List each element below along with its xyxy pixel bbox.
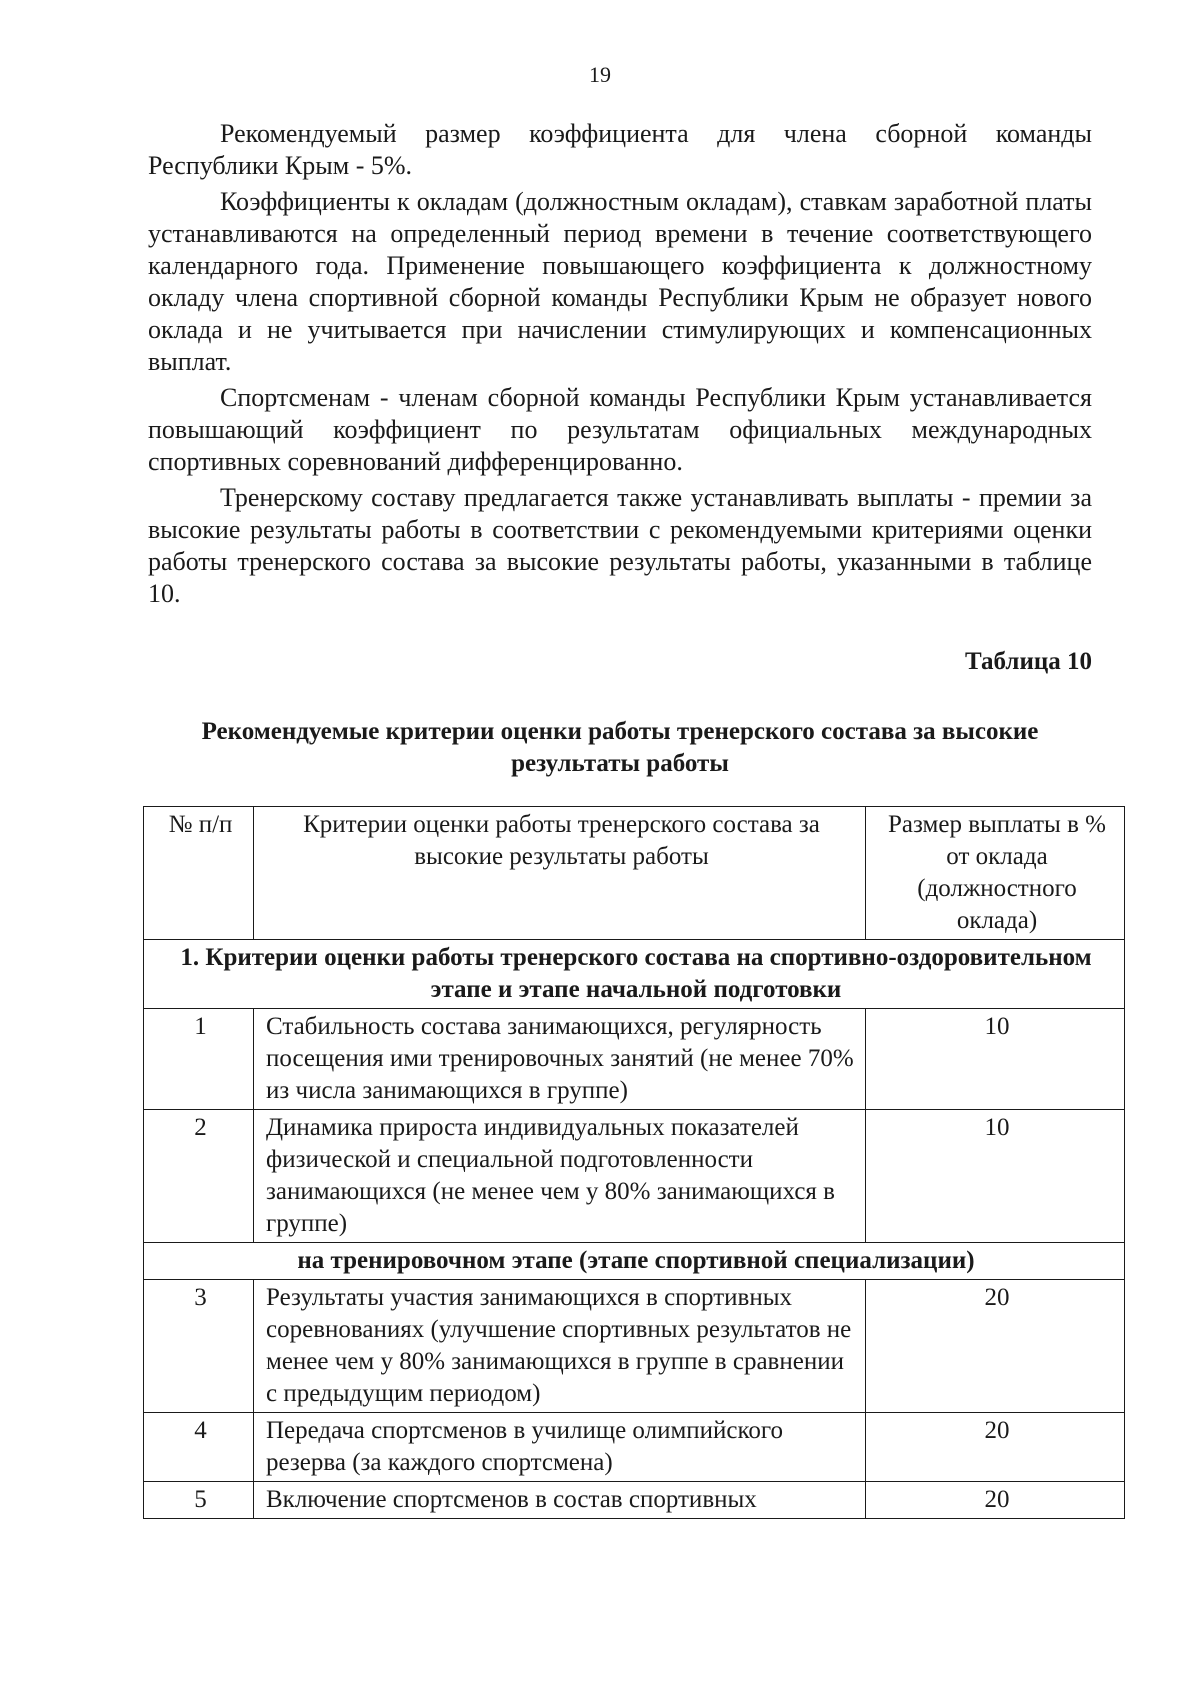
header-criteria: Критерии оценки работы тренерского состава за высокие результаты работы xyxy=(254,807,866,940)
row-num: 3 xyxy=(144,1280,254,1413)
table-row xyxy=(144,1280,1125,1413)
row-criteria: Стабильность состава занимающихся, регулярность посещения ими тренировочных занятий (не менее 70% из числа занимающихся в группе) xyxy=(254,1009,866,1110)
row-payment: 10 xyxy=(866,1009,1125,1110)
page-number: 19 xyxy=(589,62,611,87)
table-row xyxy=(144,1413,1125,1482)
table-row xyxy=(144,1482,1125,1519)
row-num: 1 xyxy=(144,1009,254,1110)
paragraph: Коэффициенты к окладам (должностным окладам), ставкам заработной платы устанавливаются на определенный период времени в течение соответствующего календарного года. Применение повышающего коэффициента к должностному окладу члена спортивной сборной команды Республики Крым не образует нового оклада и не учитывается при начислении стимулирующих и компенсационных выплат. xyxy=(148,187,1092,376)
row-criteria: Результаты участия занимающихся в спортивных соревнованиях (улучшение спортивных результатов не менее чем у 80% занимающихся в группе в сравнении с предыдущим периодом) xyxy=(254,1280,866,1413)
table-title: Рекомендуемые критерии оценки работы тренерского состава за высокие результаты работы xyxy=(201,718,1039,777)
paragraph: Тренерскому составу предлагается также устанавливать выплаты - премии за высокие результаты работы в соответствии с рекомендуемыми критериями оценки работы тренерского состава за высокие результаты работы, указанными в таблице 10. xyxy=(148,483,1092,608)
row-num: 4 xyxy=(144,1413,254,1482)
section-row xyxy=(144,940,1125,1009)
row-criteria: Включение спортсменов в состав спортивных xyxy=(254,1482,866,1519)
row-criteria: Передача спортсменов в училище олимпийского резерва (за каждого спортсмена) xyxy=(254,1413,866,1482)
row-num: 2 xyxy=(144,1110,254,1243)
section-2-title: на тренировочном этапе (этапе спортивной специализации) xyxy=(144,1243,1125,1280)
section-1-title: 1. Критерии оценки работы тренерского состава на спортивно-оздоровительном этапе и этапе начальной подготовки xyxy=(144,940,1125,1009)
row-payment: 20 xyxy=(866,1413,1125,1482)
row-payment: 20 xyxy=(866,1280,1125,1413)
paragraph: Спортсменам - членам сборной команды Республики Крым устанавливается повышающий коэффициент по результатам официальных международных спортивных соревнований дифференцированно. xyxy=(148,383,1092,476)
table-row xyxy=(144,1110,1125,1243)
table-header-row xyxy=(144,807,1125,940)
row-payment: 10 xyxy=(866,1110,1125,1243)
body-text xyxy=(148,118,1092,614)
header-payment: Размер выплаты в % от оклада (должностного оклада) xyxy=(866,807,1125,940)
row-num: 5 xyxy=(144,1482,254,1519)
row-payment: 20 xyxy=(866,1482,1125,1519)
table-row xyxy=(144,1009,1125,1110)
criteria-table xyxy=(143,806,1125,1519)
section-row xyxy=(144,1243,1125,1280)
header-num: № п/п xyxy=(144,807,254,940)
paragraph: Рекомендуемый размер коэффициента для члена сборной команды Республики Крым - 5%. xyxy=(148,119,1092,180)
table-label: Таблица 10 xyxy=(964,648,1092,675)
row-criteria: Динамика прироста индивидуальных показателей физической и специальной подготовленности занимающихся (не менее чем у 80% занимающихся в группе) xyxy=(254,1110,866,1243)
